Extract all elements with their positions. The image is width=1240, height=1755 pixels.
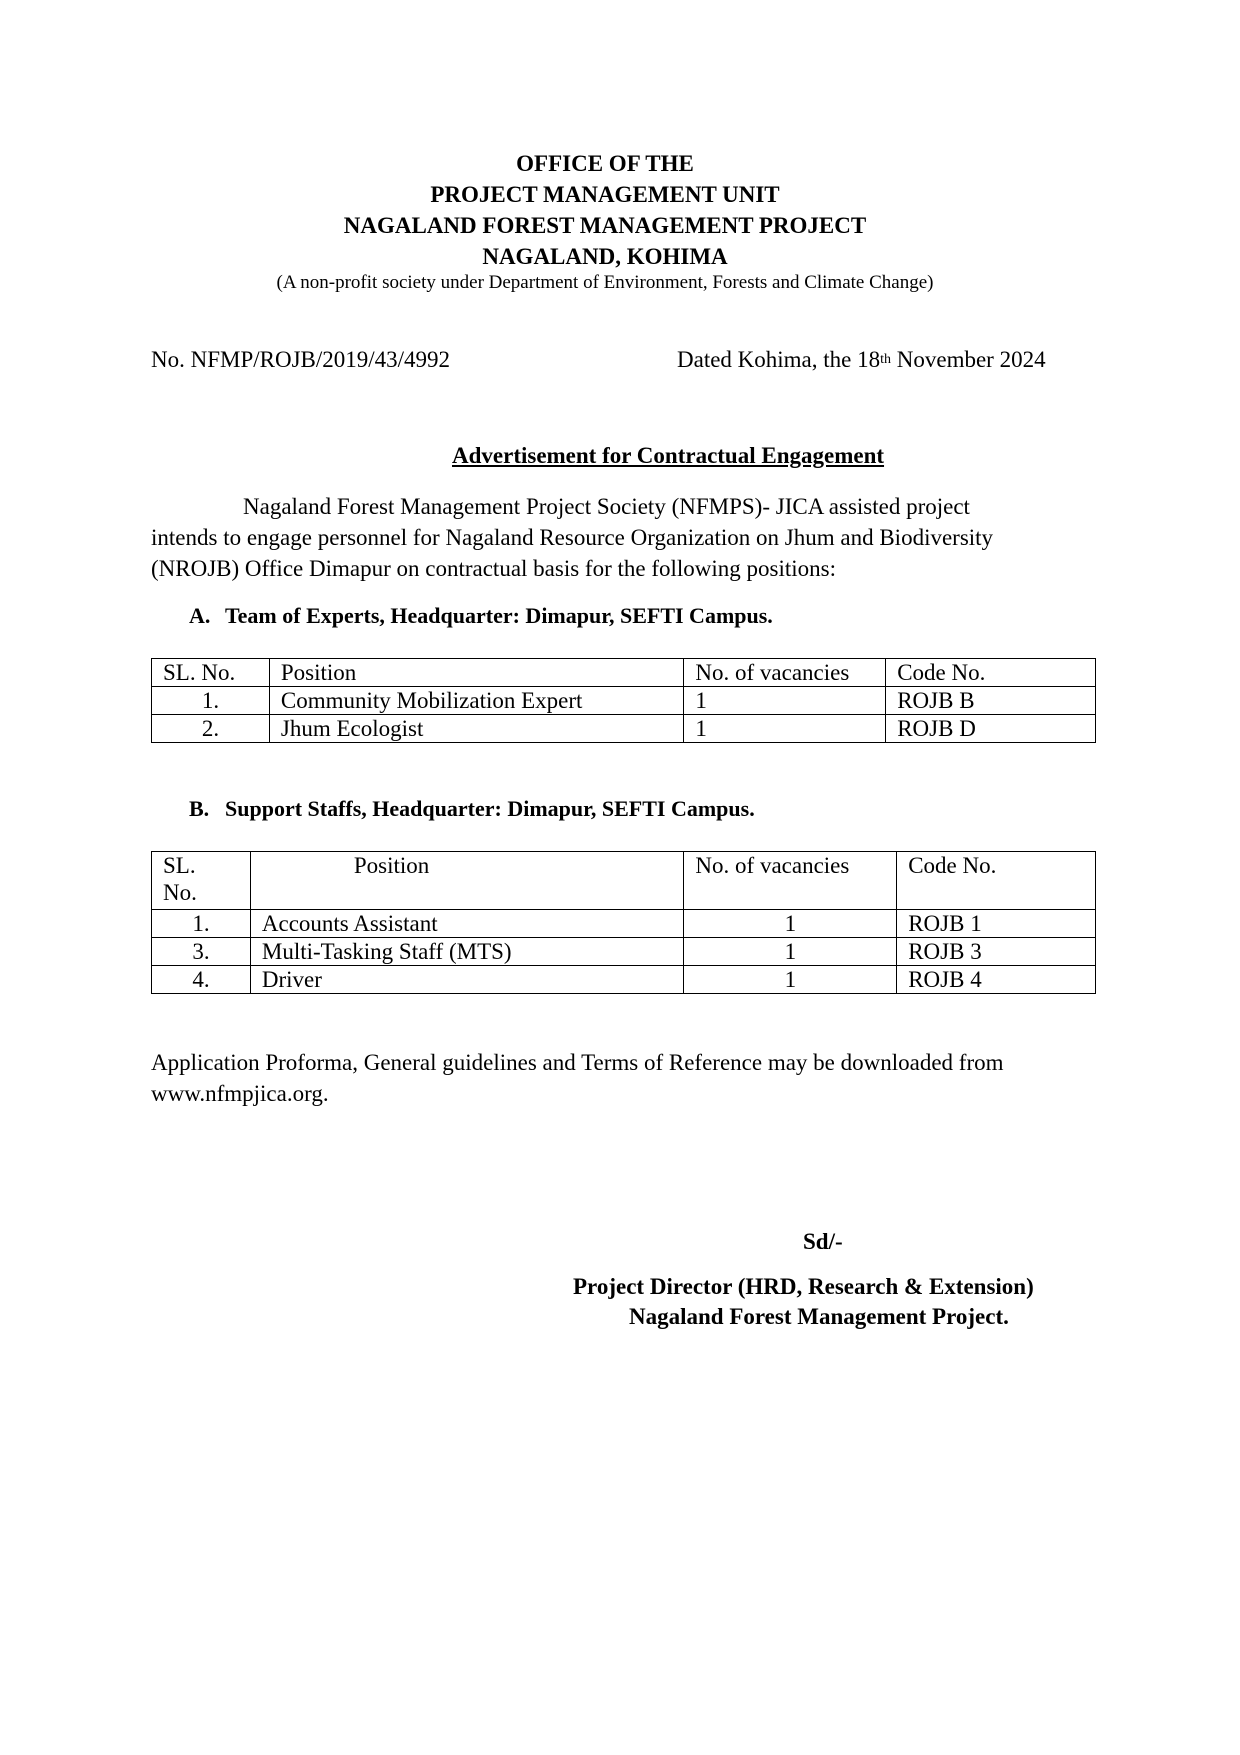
signatory-title: Project Director (HRD, Research & Extension) [573,1274,1034,1299]
table-header-row [152,659,1096,687]
table-row [152,910,1096,938]
sl-cell: 2. [152,715,270,743]
support-staff-table [151,851,1096,994]
header-cell: No. of vacancies [684,852,897,910]
section-b-marker: B. [189,796,210,821]
position-cell: Jhum Ecologist [269,715,684,743]
header-line-1: OFFICE OF THE [516,151,694,176]
sl-cell: 4. [152,966,251,994]
header-sl-line: SL. [163,853,196,878]
code-cell: ROJB B [886,687,1096,715]
section-b-heading [189,796,755,822]
intro-paragraph [151,491,1091,584]
download-note [151,1047,1091,1109]
position-cell: Accounts Assistant [250,910,684,938]
position-cell: Multi-Tasking Staff (MTS) [250,938,684,966]
section-a-marker: A. [189,603,211,628]
sl-cell: 1. [152,687,270,715]
intro-line-1: Nagaland Forest Management Project Society (NFMPS)- JICA assisted project [243,494,970,519]
section-a-title: Team of Experts, Headquarter: Dimapur, SEFTI Campus. [225,603,773,628]
vacancies-cell: 1 [684,687,886,715]
header-no-line: No. [163,880,197,905]
header-cell: Code No. [897,852,1096,910]
header-subtitle: (A non-profit society under Department of Environment, Forests and Climate Change) [276,272,934,293]
position-cell: Community Mobilization Expert [269,687,684,715]
header-line-3: NAGALAND FOREST MANAGEMENT PROJECT [343,213,867,238]
header-cell: Position [269,659,684,687]
code-cell: ROJB 4 [897,966,1096,994]
signature-mark: Sd/- [803,1229,843,1254]
section-a-heading [189,603,773,629]
header-cell: No. of vacancies [684,659,886,687]
section-b-title: Support Staffs, Headquarter: Dimapur, SEFTI Campus. [225,796,755,821]
sl-cell: 1. [152,910,251,938]
vacancies-cell: 1 [684,938,897,966]
code-cell: ROJB 3 [897,938,1096,966]
office-header [0,148,1210,272]
date-prefix: Dated Kohima, the 18 [677,347,881,372]
vacancies-cell: 1 [684,910,897,938]
reference-date [677,347,1046,373]
date-superscript: th [880,352,892,367]
code-cell: ROJB D [886,715,1096,743]
download-note-line-1: Application Proforma, General guidelines and Terms of Reference may be downloaded from [151,1050,1004,1075]
experts-table [151,658,1096,743]
vacancies-cell: 1 [684,966,897,994]
download-link: www.nfmpjica.org. [151,1081,329,1106]
intro-line-3: (NROJB) Office Dimapur on contractual basis for the following positions: [151,556,836,581]
code-cell: ROJB 1 [897,910,1096,938]
table-row [152,687,1096,715]
table-row [152,966,1096,994]
advertisement-title: Advertisement for Contractual Engagement [452,443,885,468]
table-header-row [152,852,1096,910]
table-row [152,715,1096,743]
vacancies-cell: 1 [684,715,886,743]
signatory-organization: Nagaland Forest Management Project. [629,1304,1009,1329]
header-line-2: PROJECT MANAGEMENT UNIT [430,182,780,207]
header-line-4: NAGALAND, KOHIMA [482,244,728,269]
header-cell: Code No. [886,659,1096,687]
intro-line-2: intends to engage personnel for Nagaland Resource Organization on Jhum and Biodiversity [151,525,994,550]
reference-number: No. NFMP/ROJB/2019/43/4992 [151,347,451,372]
header-cell: SL. No. [152,659,270,687]
header-cell: Position [250,852,684,910]
table-row [152,938,1096,966]
position-cell: Driver [250,966,684,994]
sl-cell: 3. [152,938,251,966]
date-suffix: November 2024 [891,347,1046,372]
header-cell [152,852,251,910]
